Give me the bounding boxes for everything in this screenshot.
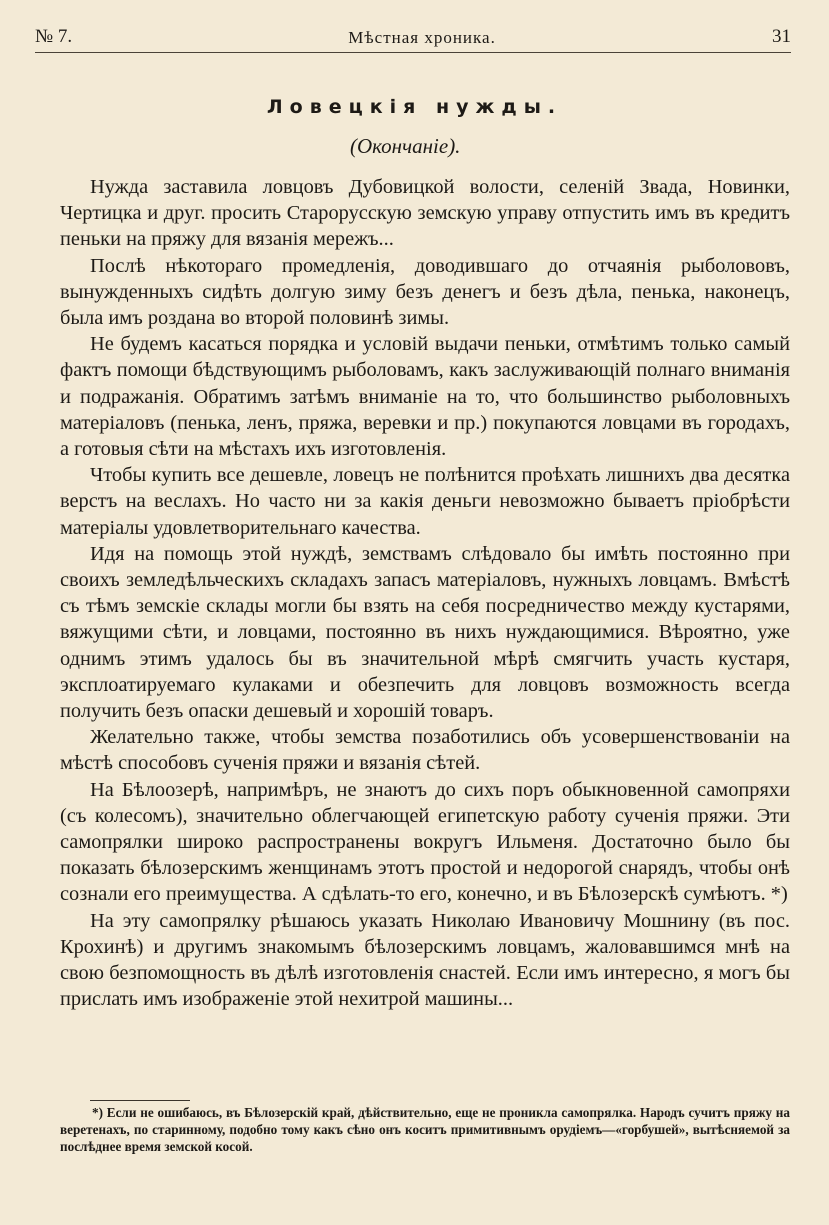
article-subtitle: (Окончаніе). <box>350 134 461 158</box>
paragraph: Послѣ нѣкотораго промедленія, доводившаго до отчаянія рыболововъ, вынужденныхъ сидѣть долгую зиму безъ денегъ и безъ дѣла, пенька, наконецъ, была имъ роздана во второй половинѣ зимы. <box>60 254 790 330</box>
paragraph: Чтобы купить все дешевле, ловецъ не полѣнится проѣхать лишнихъ два десятка верстъ на веслахъ. Но часто ни за какія деньги невозможно бываетъ пріобрѣсти матеріалы удовлетворительнаго качества. <box>60 464 790 539</box>
article-title: Ловецкія нужды. <box>266 96 563 118</box>
paragraph: На эту самопрялку рѣшаюсь указать Николаю Ивановичу Мошнину (въ пос. Крохинѣ) и другимъ знакомымъ бѣлозерскимъ ловцамъ, жаловавшимся мнѣ на свою безпомощность въ дѣлѣ изготовленія снастей. Если имъ интересно, я могъ бы прислать имъ изображеніе этой нехитрой машины... <box>60 909 790 1011</box>
page-number: 31 <box>771 26 791 47</box>
paragraph: Не будемъ касаться порядка и условій выдачи пеньки, отмѣтимъ только самый фактъ помощи бѣдствующимъ рыболовамъ, какъ заслуживающій полнаго вниманія и подражанія. Обратимъ затѣмъ вниманіе на то, что большинство рыболовныхъ матеріаловъ (пенька, ленъ, пряжа, веревки и пр.) покупаются ловцами въ городахъ, а готовыя сѣти на мѣстахъ ихъ изготовленія. <box>60 333 790 461</box>
issue-number: № 7. <box>35 26 73 47</box>
running-header <box>35 18 791 53</box>
footnote <box>60 1104 790 1155</box>
section-title: Мѣстная хроника. <box>348 28 496 47</box>
footnote-divider <box>90 1100 190 1101</box>
footnote-text: *) Если не ошибаюсь, въ Бѣлозерскій край, дѣйствительно, еще не проникла самопрялка. Народъ сучитъ пряжу на веретенахъ, по старинному, подобно тому какъ сѣно онъ коситъ примитивнымъ орудіемъ—«горбушей», вытѣсняемой за послѣднее время земской косой. <box>60 1105 790 1154</box>
paragraph: Нужда заставила ловцовъ Дубовицкой волости, селеній Звада, Новинки, Чертицка и друг. просить Старорусскую земскую управу отпустить имъ въ кредитъ пеньки на пряжу для вязанія мережъ... <box>60 176 790 251</box>
paragraph: На Бѣлоозерѣ, напримѣръ, не знаютъ до сихъ поръ обыкновенной самопряхи (съ колесомъ), значительно облегчающей египетскую работу сученія пряжи. Эти самопрялки широко распространены вокругъ Ильменя. Достаточно было бы показать бѣлозерскимъ женщинамъ этотъ простой и недорогой снарядъ, чтобы онѣ сознали его преимущества. А сдѣлать-то его, конечно, и въ Бѣлозерскѣ сумѣютъ. *) <box>60 778 790 906</box>
paragraph: Идя на помощь этой нуждѣ, земствамъ слѣдовало бы имѣть постоянно при своихъ земледѣльческихъ складахъ запасъ матеріаловъ, нужныхъ ловцамъ. Вмѣстѣ съ тѣмъ земскіе склады могли бы взять на себя посредничество между кустарями, вяжущими сѣти, и ловцами, постоянно въ нихъ нуждающимися. Вѣроятно, уже однимъ этимъ удалось бы въ значительной мѣрѣ смягчить участь кустаря, эксплоатируемаго кулаками и обезпечить для ловцовъ возможность всегда получить безъ опаски дешевый и хорошій товаръ. <box>60 542 790 723</box>
paragraph: Желательно также, чтобы земства позаботились объ усовершенствованіи на мѣстѣ способовъ сученія пряжи и вязанія сѣтей. <box>60 726 790 775</box>
article-body <box>60 174 790 1013</box>
